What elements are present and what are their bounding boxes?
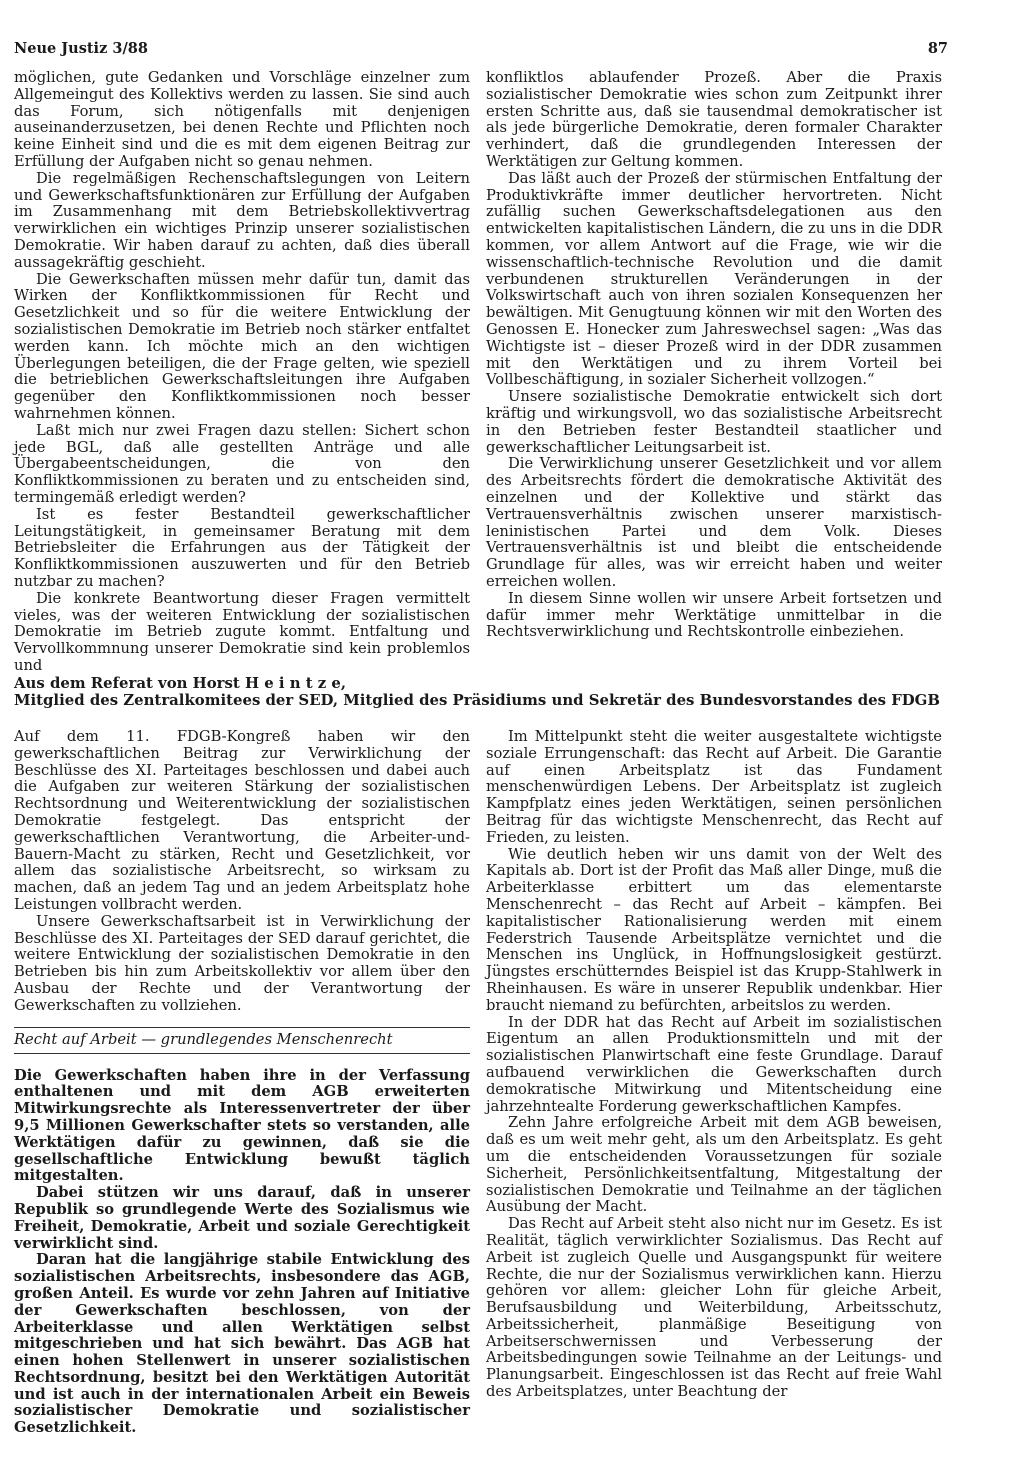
paragraph: Die regelmäßigen Rechenschaftslegungen von Leitern und Gewerkschaftsfunktionären zur Erfüllung der Aufgaben im Zusammenhang mit dem Betriebskollektivvertrag verwirklichen ein wichtiges Prinzip unserer sozialistischen Demokratie. Wir haben darauf zu achten, daß dies überall aussagekräftig geschieht. (14, 169, 470, 271)
paragraph: Unsere sozialistische Demokratie entwickelt sich dort kräftig und wirkungsvoll, wo das sozialistische Arbeitsrecht in den Betrieben fester Bestandteil staatlicher und gewerkschaftlicher Leitungsarbeit ist. (486, 388, 942, 456)
section-title-line-2: Mitglied des Zentralkomitees der SED, Mitglied des Präsidiums und Sekretär des Bundesvorstandes des FDGB (14, 691, 940, 709)
bold-paragraph: Daran hat die langjährige stabile Entwicklung des sozialistischen Arbeitsrechts, insbesondere das AGB, großen Anteil. Es wurde vor zehn Jahren auf Initiative der Gewerkschaften beschlossen, von der Arbeiterklasse und allen Werktätigen selbst mitgeschrieben und hat sich bewährt. Das AGB hat einen hohen Stellenwert in unserer sozialistischen Rechtsordnung, besitzt bei den Werktätigen Autorität und ist auch in der internationalen Arbeit ein Beweis sozialistischer Demokratie und sozialistischer Gesetzlichkeit. (14, 1251, 470, 1437)
paragraph: Ist es fester Bestandteil gewerkschaftlicher Leitungstätigkeit, in gemeinsamer Beratung mit dem Betriebsleiter die Erfahrungen aus der Tätigkeit der Konfliktkommissionen auszuwerten und für den Betrieb nutzbar zu machen? (14, 505, 470, 590)
paragraph: In diesem Sinne wollen wir unsere Arbeit fortsetzen und dafür immer mehr Werktätige unmittelbar in die Rechtsverwirklichung und Rechtskontrolle einbeziehen. (486, 589, 942, 641)
paragraph: Die konkrete Beantwortung dieser Fragen vermittelt vieles, was der weiteren Entwicklung der sozialistischen Demokratie im Betrieb zugute kommt. Entfaltung und Vervollkommnung unserer Demokratie sind kein problemlos und (14, 589, 470, 674)
paragraph: Auf dem 11. FDGB-Kongreß haben wir den gewerkschaftlichen Beitrag zur Verwirklichung der Beschlüsse des XI. Parteitages beschlossen und dabei auch die Aufgaben zur weiteren Stärkung der sozialistischen Rechtsordnung und Weiterentwicklung der sozialistischen Demokratie festgelegt. Das entspricht der gewerkschaftlichen Verantwortung, die Arbeiter-und-Bauern-Macht zu stärken, Recht und Gesetzlichkeit, vor allem das sozialistische Arbeitsrecht, so wirksam zu machen, daß an jedem Tag und an jedem Arbeitsplatz hohe Leistungen vollbracht werden. (14, 728, 470, 913)
section-heading (14, 675, 944, 709)
paragraph: In der DDR hat das Recht auf Arbeit im sozialistischen Eigentum an allen Produktionsmitteln und mit der sozialistischen Planwirtschaft eine feste Grundlage. Darauf aufbauend verwirklichen die Gewerkschaften durch demokratische Mitwirkung und Mitentscheidung eine jahrzehntealte Forderung gewerkschaftlichen Kampfes. (486, 1013, 942, 1115)
bottom-columns (14, 729, 942, 1437)
bottom-left-column (14, 729, 470, 1437)
paragraph: konfliktlos ablaufender Prozeß. Aber die Praxis sozialistischer Demokratie wies schon zum Zeitpunkt ihrer ersten Schritte aus, daß sie tausendmal demokratischer ist als jede bürgerliche Demokratie, deren formaler Charakter verhindert, daß die grundlegenden Interessen der Werktätigen zur Geltung kommen. (486, 69, 942, 170)
paragraph: Im Mittelpunkt steht die weiter ausgestaltete wichtigste soziale Errungenschaft: das Recht auf Arbeit. Die Garantie auf einen Arbeitsplatz ist das Fundament menschenwürdigen Lebens. Der Arbeitsplatz ist zugleich Kampfplatz eines jeden Werktätigen, seinen persönlichen Beitrag für das wichtigste Menschenrecht, das Recht auf Frieden, zu leisten. (486, 728, 942, 846)
page-number: 87 (927, 40, 948, 57)
journal-issue: Neue Justiz 3/88 (14, 40, 148, 57)
paragraph: Unsere Gewerkschaftsarbeit ist in Verwirklichung der Beschlüsse des XI. Parteitages der SED darauf gerichtet, die weitere Entwicklung der sozialistischen Demokratie in den Betrieben bis hin zum Arbeitskollektiv vor allem über den Ausbau der Rechte und der Verantwortung der Gewerkschaften zu vollziehen. (14, 912, 470, 1014)
section-title-line-1: Aus dem Referat von Horst H e i n t z e, (14, 674, 347, 692)
paragraph: Die Gewerkschaften müssen mehr dafür tun, damit das Wirken der Konfliktkommissionen für Recht und Gesetzlichkeit und so für die weitere Entwicklung der sozialistischen Demokratie im Betrieb noch stärker entfaltet werden kann. Ich möchte mich an den wichtigen Überlegungen beteiligen, die der Frage gelten, wie speziell die betrieblichen Gewerkschaftsleitungen ihre Aufgaben gegenüber den Konfliktkommissionen noch besser wahrnehmen können. (14, 270, 470, 422)
paragraph: Zehn Jahre erfolgreiche Arbeit mit dem AGB beweisen, daß es um weit mehr geht, als um den Arbeitsplatz. Es geht um die entscheidenden Voraussetzungen für soziale Sicherheit, Persönlichkeitsentfaltung, Mitgestaltung der sozialistischen Demokratie und Teilnahme an der täglichen Ausübung der Macht. (486, 1114, 942, 1216)
top-right-column (486, 70, 942, 675)
paragraph: möglichen, gute Gedanken und Vorschläge einzelner zum Allgemeingut des Kollektivs werden zu lassen. Sie sind auch das Forum, sich nötigenfalls mit denjenigen auseinanderzusetzen, bei denen Rechte und Pflichten noch keine Einheit sind und die es mit dem eigenen Beitrag zur Erfüllung der Aufgaben nicht so genau nehmen. (14, 69, 470, 170)
top-left-column (14, 70, 470, 675)
top-columns (14, 70, 942, 675)
running-header (14, 40, 948, 64)
paragraph: Die Verwirklichung unserer Gesetzlichkeit und vor allem des Arbeitsrechts fördert die demokratische Aktivität des einzelnen und der Kollektive und stärkt das Vertrauensverhältnis zwischen unserer marxistisch-leninistischen Partei und dem Volk. Dieses Vertrauensverhältnis ist und bleibt die entscheidende Grundlage für alles, was wir erreicht haben und weiter erreichen wollen. (486, 455, 942, 590)
paragraph: Laßt mich nur zwei Fragen dazu stellen: Sichert schon jede BGL, daß alle gestellten Anträge und alle Übergabeentscheidungen, die von den Konfliktkommissionen zu beraten und zu entscheiden sind, termingemäß erledigt werden? (14, 421, 470, 506)
bold-paragraph: Dabei stützen wir uns darauf, daß in unserer Republik so grundlegende Werte des Sozialismus wie Freiheit, Demokratie, Arbeit und soziale Gerechtigkeit verwirklicht sind. (14, 1184, 470, 1252)
bottom-right-column (486, 729, 942, 1437)
subheading: Recht auf Arbeit — grundlegendes Menschenrecht (14, 1027, 470, 1054)
paragraph: Das Recht auf Arbeit steht also nicht nur im Gesetz. Es ist Realität, täglich verwirklichter Sozialismus. Das Recht auf Arbeit ist zugleich Quelle und Ausgangspunkt für weitere Rechte, die nur der Sozialismus verwirklichen kann. Hierzu gehören vor allem: gleicher Lohn für gleiche Arbeit, Berufsausbildung und Weiterbildung, Arbeitsschutz, Arbeitssicherheit, planmäßige Beseitigung von Arbeitserschwernissen und Verbesserung der Arbeitsbedingungen sowie Teilnahme an der Leitungs- und Planungsarbeit. Eingeschlossen ist das Recht auf freie Wahl des Arbeitsplatzes, unter Beachtung der (486, 1215, 942, 1401)
paragraph: Wie deutlich heben wir uns damit von der Welt des Kapitals ab. Dort ist der Profit das Maß aller Dinge, muß die Arbeiterklasse erbittert um das elementarste Menschenrecht – das Recht auf Arbeit – kämpfen. Bei kapitalistischer Rationalisierung werden mit einem Federstrich Tausende Arbeitsplätze vernichtet und die Menschen ins Unglück, in Hoffnungslosigkeit gestürzt. Jüngstes erschütterndes Beispiel ist das Krupp-Stahlwerk in Rheinhausen. Es wäre in unserer Republik undenkbar. Hier braucht niemand zu befürchten, arbeitslos zu werden. (486, 845, 942, 1014)
paragraph: Das läßt auch der Prozeß der stürmischen Entfaltung der Produktivkräfte immer deutlicher hervortreten. Nicht zufällig suchen Gewerkschaftsdelegationen aus den entwickelten kapitalistischen Ländern, die zu uns in die DDR kommen, vor allem Antwort auf die Frage, wie wir die wissenschaftlich-technische Revolution und die damit verbundenen strukturellen Veränderungen in der Volkswirtschaft auch von ihren sozialen Konsequenzen her bewältigen. Mit Genugtuung können wir mit den Worten des Genossen E. Honecker zum Jahreswechsel sagen: „Was das Wichtigste ist – dieser Prozeß wird in der DDR zusammen mit den Werktätigen und zu ihrem Vorteil bei Vollbeschäftigung, in sozialer Sicherheit vollzogen.“ (486, 169, 942, 389)
bold-paragraph: Die Gewerkschaften haben ihre in der Verfassung enthaltenen und mit dem AGB erweiterten Mitwirkungsrechte als Interessenvertreter der über 9,5 Millionen Gewerkschafter stets so verstanden, alle Werktätigen dafür zu gewinnen, daß sie die gesellschaftliche Entwicklung bewußt täglich mitgestalten. (14, 1066, 470, 1185)
